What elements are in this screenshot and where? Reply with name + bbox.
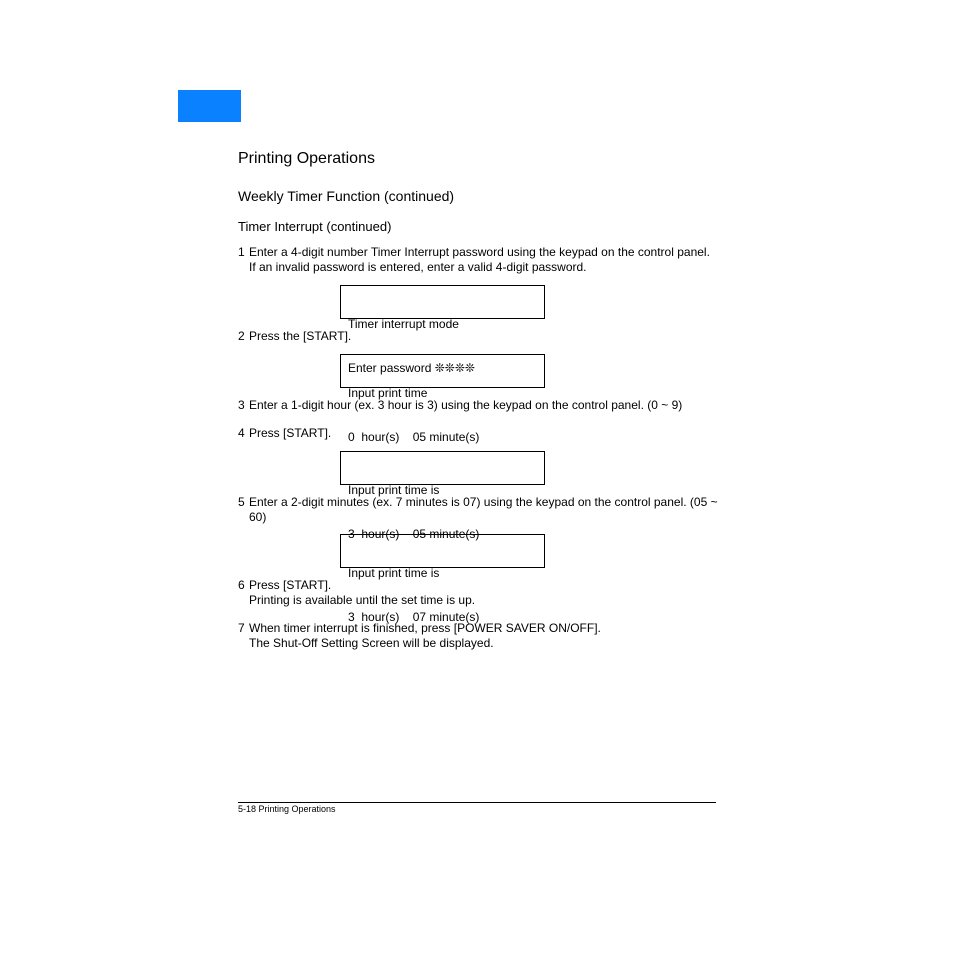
lcd-line-1: Input print time <box>348 386 428 400</box>
step-line: Press [START]. <box>249 578 332 592</box>
lcd-line-1: Input print time is <box>348 483 440 497</box>
lcd-display-input-time <box>340 354 545 444</box>
step-text <box>249 495 718 525</box>
footer-divider <box>238 802 716 803</box>
page-footer: 5-18 Printing Operations <box>238 804 336 814</box>
step-line: Press [START]. <box>249 426 332 440</box>
step-text <box>249 398 682 413</box>
step-text <box>249 329 351 344</box>
subsection-title: Weekly Timer Function (continued) <box>238 188 455 204</box>
step-text <box>249 426 331 441</box>
lcd-display-hour-set <box>340 451 545 541</box>
lcd-line-1: Timer interrupt mode <box>348 317 459 331</box>
step-number: 7 <box>238 621 245 635</box>
step-number: 2 <box>238 329 245 343</box>
chapter-tab-marker <box>178 90 241 122</box>
step-text <box>249 621 601 651</box>
step-line: Enter a 1-digit hour (ex. 3 hour is 3) using the keypad on the control panel. (0 ~ 9) <box>249 398 683 412</box>
step-line: When timer interrupt is finished, press [POWER SAVER ON/OFF]. <box>249 621 601 635</box>
section-title: Printing Operations <box>238 150 375 167</box>
step-line: If an invalid password is entered, enter a valid 4-digit password. <box>249 260 587 274</box>
step-line: Printing is available until the set time is up. <box>249 593 476 607</box>
lcd-display-password <box>340 285 545 375</box>
lcd-line-2: 3 hour(s) 05 minute(s) <box>348 526 480 541</box>
step-line: 60) <box>249 510 267 524</box>
lcd-line-2: 0 hour(s) 05 minute(s) <box>348 429 480 444</box>
step-number: 4 <box>238 426 245 440</box>
step-text <box>249 245 710 275</box>
step-number: 6 <box>238 578 245 592</box>
step-line: Press the [START]. <box>249 329 352 343</box>
step-line: The Shut-Off Setting Screen will be displayed. <box>249 636 494 650</box>
subsubsection-title: Timer Interrupt (continued) <box>238 219 392 234</box>
step-line: Enter a 4-digit number Timer Interrupt password using the keypad on the control panel. <box>249 245 710 259</box>
lcd-line-2: Enter password ❊❊❊❊ <box>348 360 475 375</box>
step-number: 5 <box>238 495 245 509</box>
lcd-line-1: Input print time is <box>348 566 440 580</box>
step-number: 1 <box>238 245 245 259</box>
step-text <box>249 578 475 608</box>
step-number: 3 <box>238 398 245 412</box>
step-line: Enter a 2-digit minutes (ex. 7 minutes is 07) using the keypad on the control panel. (05 ~ <box>249 495 718 509</box>
lcd-line-2: 3 hour(s) 07 minute(s) <box>348 609 480 624</box>
